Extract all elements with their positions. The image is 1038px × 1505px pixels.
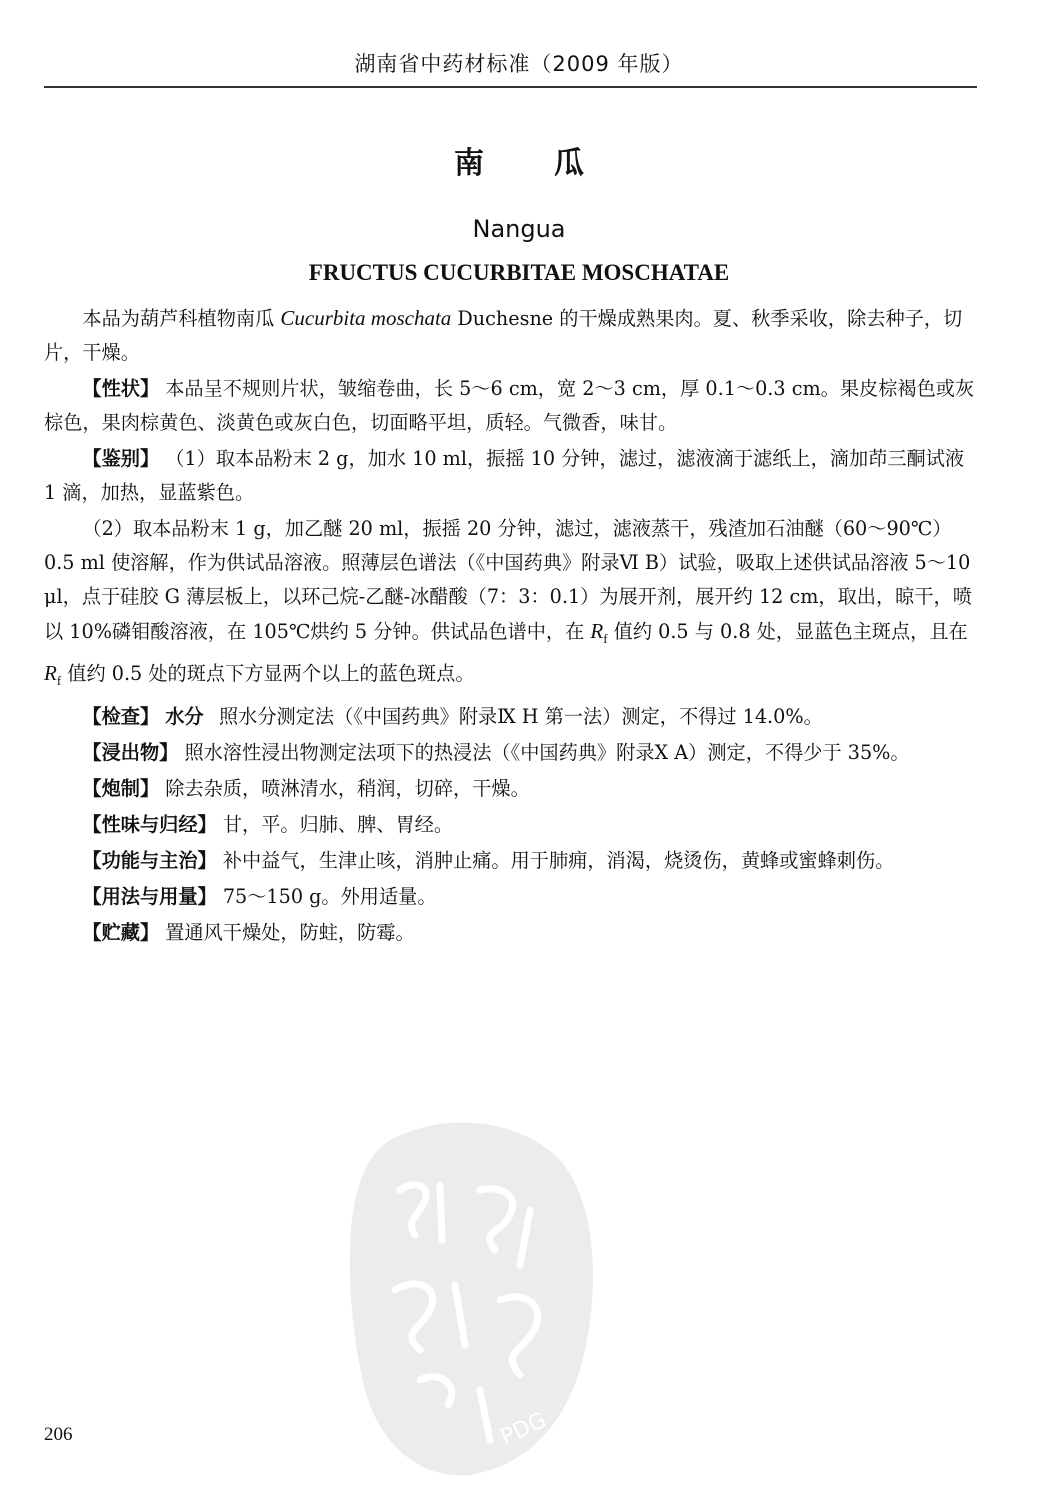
section-description <box>44 372 980 440</box>
section-text: 75～150 g。外用适量。 <box>222 885 437 909</box>
tlc-text-b: 值约 0.5 与 0.8 处，显蓝色主斑点，且在 <box>607 620 968 643</box>
section-identification <box>44 442 980 510</box>
header-rule <box>44 86 977 88</box>
intro-text-post: Duchesne 的干燥成熟果肉。夏、秋季采收，除去种子，切片，干燥。 <box>44 307 963 364</box>
section-nature-meridian <box>44 808 980 842</box>
page-number: 206 <box>44 1424 73 1445</box>
section-processing <box>44 772 980 806</box>
section-extractives <box>44 736 980 770</box>
running-header-title: 湖南省中药材标准（2009 年版） <box>354 52 684 76</box>
section-text: 甘，平。归肺、脾、胃经。 <box>222 813 454 837</box>
section-label: 【功能与主治】 <box>82 849 217 873</box>
section-label: 【炮制】 <box>82 777 160 801</box>
section-label: 【鉴别】 <box>82 447 160 470</box>
section-text: 照水溶性浸出物测定法项下的热浸法（《中国药典》附录Ⅹ A）测定，不得少于 35%。 <box>184 741 910 765</box>
section-label: 【用法与用量】 <box>82 885 217 909</box>
section-usage-dosage <box>44 880 980 914</box>
watermark-text: PDG <box>496 1407 551 1451</box>
monograph-title: 南瓜 <box>454 146 654 181</box>
section-inspection <box>44 700 980 734</box>
tlc-text-a: （2）取本品粉末 1 g，加乙醚 20 ml，振摇 20 分钟，滤过，滤液蒸干，残渣加石油醚（60～90℃）0.5 ml 使溶解，作为供试品溶液。照薄层色谱法（《中国药典》附录Ⅵ B）试验，吸取上述供试品溶液 5～10 μl，点于硅胶 G 薄层板上，以环己烷-乙醚-冰醋酸（7：3：0.1）为展开剂，展开约 12 cm，取出，晾干，喷以 10%磷钼酸溶液，在 105℃烘约 5 分钟。供试品色谱中，在 <box>44 517 972 643</box>
section-text: 除去杂质，喷淋清水，稍润，切碎，干燥。 <box>165 777 530 801</box>
section-sublabel: 水分 <box>165 705 204 729</box>
rf-symbol: $R_f$ <box>590 619 608 647</box>
identification-tlc-paragraph <box>44 512 980 698</box>
section-label: 【浸出物】 <box>82 741 179 765</box>
section-label: 【性状】 <box>82 377 160 400</box>
section-label: 【贮藏】 <box>82 921 160 945</box>
tlc-text-c: 值约 0.5 处的斑点下方显两个以上的蓝色斑点。 <box>61 662 475 686</box>
section-actions-indications <box>44 844 980 878</box>
section-label: 【性味与归经】 <box>82 813 217 837</box>
pinyin-name: Nangua <box>472 215 566 243</box>
monograph-body <box>44 301 980 952</box>
intro-paragraph <box>44 301 980 370</box>
rf-symbol: $R_f$ <box>44 661 62 689</box>
intro-text-pre: 本品为葫芦科植物南瓜 <box>82 307 281 330</box>
species-name: Cucurbita moschata <box>280 306 452 330</box>
section-text: 补中益气，生津止咳，消肿止痛。用于肺痈，消渴，烧烫伤，黄蜂或蜜蜂刺伤。 <box>222 849 895 873</box>
section-text: 置通风干燥处，防蛀，防霉。 <box>165 921 415 945</box>
section-storage <box>44 916 980 950</box>
section-text: 本品呈不规则片状，皱缩卷曲，长 5～6 cm，宽 2～3 cm，厚 0.1～0.3 cm。果皮棕褐色或灰棕色，果肉棕黄色、淡黄色或灰白色，切面略平坦，质轻。气微香，味甘。 <box>44 377 975 434</box>
section-text: （1）取本品粉末 2 g，加水 10 ml，振摇 10 分钟，滤过，滤液滴于滤纸上，滴加茚三酮试液 1 滴，加热，显蓝紫色。 <box>44 447 965 504</box>
library-seal-watermark <box>330 1100 610 1480</box>
section-text: 照水分测定法（《中国药典》附录Ⅸ H 第一法）测定，不得过 14.0%。 <box>218 705 823 729</box>
latin-name: FRUCTUS CUCURBITAE MOSCHATAE <box>308 260 730 285</box>
section-label: 【检查】 <box>82 705 160 729</box>
